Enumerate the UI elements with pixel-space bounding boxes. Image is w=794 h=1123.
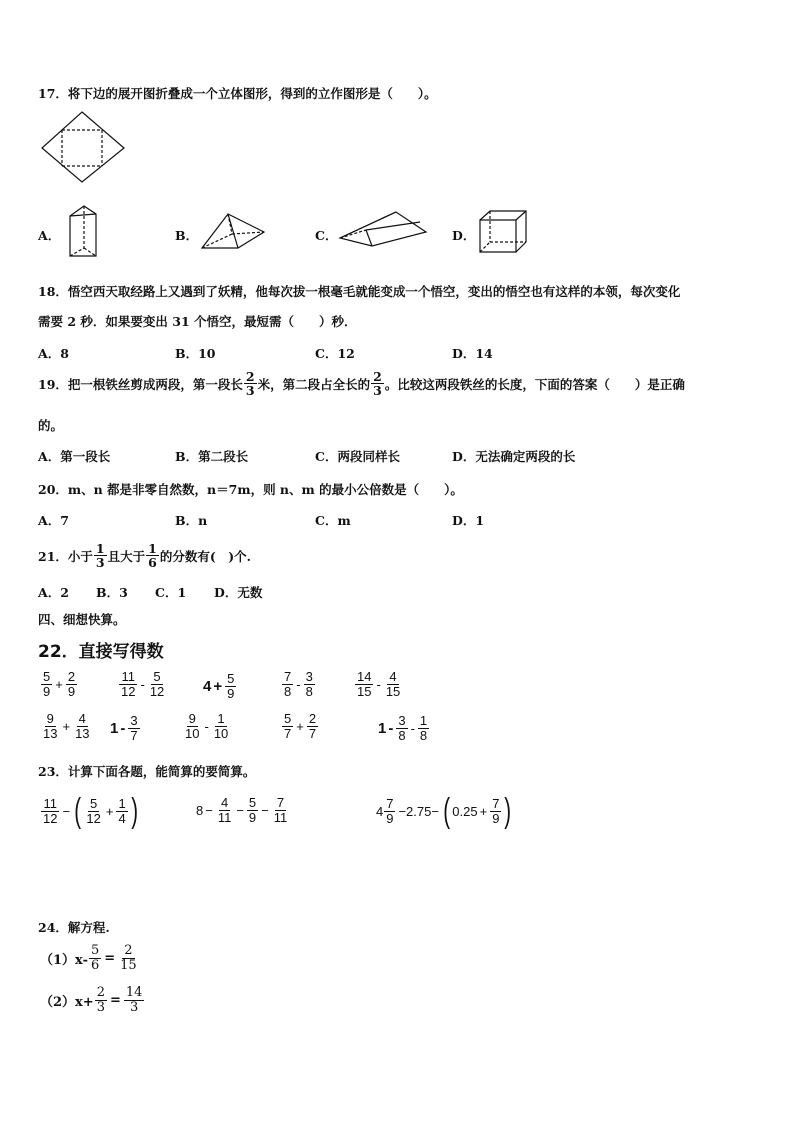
expr-22-8: $\frac{9}{10}$ - $\frac{1}{10}$	[185, 711, 229, 741]
cube-icon	[476, 208, 530, 254]
fraction: $\frac{1}{3}$	[95, 541, 105, 571]
q18-line1: 18．悟空西天取经路上又遇到了妖精，他每次拔一根毫毛就能变成一个悟空，变出的悟空也有这样的本领，每次变化	[38, 284, 681, 299]
prism-tall-icon	[64, 204, 100, 260]
q18-line2: 需要 2 秒．如果要变出 31 个悟空，最短需（ ）秒．	[38, 314, 357, 329]
fraction: $\frac{2}{3}$	[373, 369, 382, 399]
expr-22-1: $\frac{5}{9}$ + $\frac{2}{9}$	[43, 669, 76, 699]
q21-part2: 且大于	[107, 548, 146, 564]
q21-option-b[interactable]: B．3	[96, 585, 128, 600]
q22-title: 22．直接写得数	[38, 642, 164, 662]
prism-lying-icon	[336, 208, 430, 250]
q19-option-c[interactable]: C．两段同样长	[315, 449, 400, 464]
fraction: $\frac{2}{3}$	[245, 369, 255, 399]
q19-part3: 。比较这两段铁丝的长度，下面的答案（ ）是正确	[384, 376, 685, 392]
q18-option-a[interactable]: A．8	[38, 346, 69, 361]
q21-option-a[interactable]: A．2	[38, 585, 69, 600]
q24-title: 24．解方程.	[38, 920, 110, 935]
q21-line	[38, 542, 251, 569]
q17-option-d[interactable]: D．	[452, 228, 476, 243]
q17-option-a[interactable]: A．	[38, 228, 61, 243]
q21-option-c[interactable]: C．1	[155, 585, 187, 600]
expr-23-1: $\frac{11}{12}$ − ( $\frac{5}{12}$ + $\frac{1}{4}$ )	[43, 792, 138, 830]
q19-option-a[interactable]: A．第一段长	[38, 449, 111, 464]
q18-option-c[interactable]: C．12	[315, 346, 355, 361]
fraction: $\frac{1}{6}$	[148, 541, 157, 571]
q20-text: 20．m、n 都是非零自然数，n＝7m，则 n、m 的最小公倍数是（ ）。	[38, 482, 463, 497]
q21-option-d[interactable]: D．无数	[214, 585, 263, 600]
equation-1: （1）x- $\frac{5}{6}$ = $\frac{2}{15}$	[40, 943, 137, 973]
q20-option-d[interactable]: D．1	[452, 513, 485, 528]
section-heading: 四、细想快算。	[38, 612, 126, 627]
expr-22-9: $\frac{5}{7}$ + $\frac{2}{7}$	[284, 711, 317, 741]
q20-option-c[interactable]: C．m	[315, 513, 351, 528]
expr-22-4: $\frac{7}{8}$ - $\frac{3}{8}$	[284, 669, 313, 699]
q19-part2: 米，第二段占全长的	[257, 376, 371, 392]
q17-text: 17．将下边的展开图折叠成一个立体图形，得到的立作图形是（ ）。	[38, 86, 437, 101]
q20-option-a[interactable]: A．7	[38, 513, 69, 528]
expr-23-2: 8 − $\frac{4}{11}$ − $\frac{5}{9}$ − $\frac{7}{11}$	[196, 795, 288, 825]
net-figure	[40, 110, 126, 184]
q19-option-d[interactable]: D．无法确定两段的长	[452, 449, 576, 464]
equation-2: （2）x+ $\frac{2}{3}$ = $\frac{14}{3}$	[40, 985, 143, 1015]
expr-22-2: $\frac{11}{12}$ - $\frac{5}{12}$	[121, 669, 165, 699]
q18-option-d[interactable]: D．14	[452, 346, 493, 361]
expr-22-6: $\frac{9}{13}$ + $\frac{4}{13}$	[43, 711, 90, 741]
q19-option-b[interactable]: B．第二段长	[175, 449, 249, 464]
q23-text: 23．计算下面各题，能简算的要简算。	[38, 764, 256, 779]
pyramid-icon	[198, 210, 268, 252]
q21-part3: 的分数有( )个.	[159, 548, 252, 564]
q20-option-b[interactable]: B．n	[175, 513, 208, 528]
expr-22-7: 1 - $\frac{3}{7}$	[110, 713, 138, 743]
q18-option-b[interactable]: B．10	[175, 346, 216, 361]
expr-23-3: 4 $\frac{7}{9}$ −2.75− ( 0.25 + $\frac{7}{9}$ )	[376, 792, 512, 830]
expr-22-5: $\frac{14}{15}$ - $\frac{4}{15}$	[357, 669, 401, 699]
expr-22-10: 1 - $\frac{3}{8}$ - $\frac{1}{8}$	[378, 713, 428, 743]
q19-part1: 19．把一根铁丝剪成两段，第一段长	[38, 376, 243, 392]
expr-22-3: 4 + $\frac{5}{9}$	[203, 671, 235, 701]
q17-option-b[interactable]: B．	[175, 228, 199, 243]
q19-line2: 的。	[38, 418, 64, 433]
q21-part1: 21．小于	[38, 548, 93, 564]
q17-option-c[interactable]: C．	[315, 228, 338, 243]
q19-line1	[38, 370, 685, 397]
